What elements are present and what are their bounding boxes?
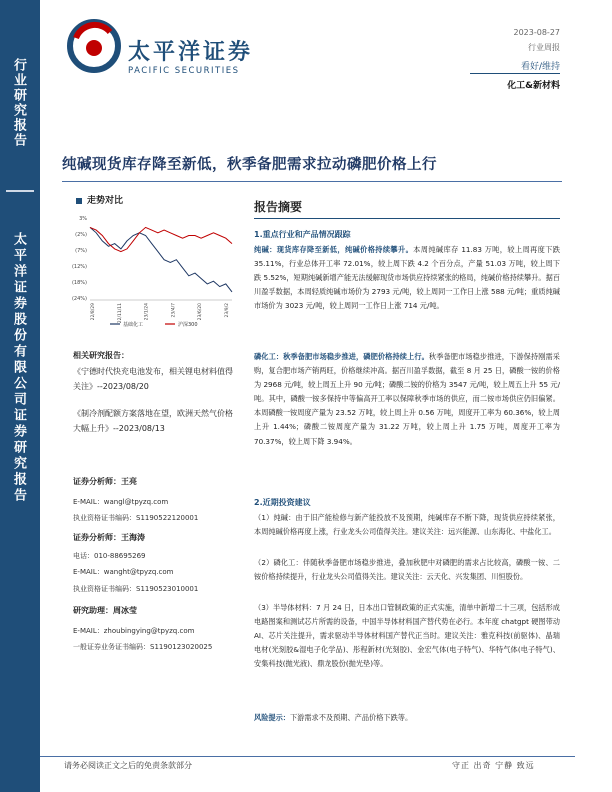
analyst-license: 执业资格证书编码：S1190522120001 [73, 514, 199, 522]
risk-lead: 风险提示： [254, 713, 290, 722]
disclaimer-note: 请务必阅读正文之后的免责条款部分 [64, 761, 192, 770]
analyst-phone: 电话：010-88695269 [73, 551, 146, 560]
summary-underline [254, 218, 560, 219]
left-sidebar-band [0, 0, 40, 792]
x-tick-label: 23/9/2 [225, 303, 230, 318]
related-report-link[interactable]: 《宁德时代快充电池发布，相关锂电材料值得关注》--2023/08/20 [73, 367, 233, 391]
analyst-2 [73, 532, 243, 595]
square-bullet-icon [76, 198, 82, 204]
trend-chart [66, 210, 238, 330]
analyst-email[interactable]: E-MAIL：wangl@tpyzq.com [73, 497, 169, 506]
analyst-3 [73, 605, 245, 654]
risk-warning [254, 711, 560, 725]
analyst-email[interactable]: E-MAIL：wanght@tpyzq.com [73, 568, 174, 576]
x-tick-label: 23/6/20 [198, 303, 204, 321]
trend-heading [76, 193, 123, 206]
y-tick-label: (2%) [75, 232, 87, 238]
x-tick-label: 23/1/24 [144, 303, 150, 321]
section-heading-2: 2.近期投资建议 [254, 498, 311, 507]
section-heading-1: 1.重点行业和产品情况跟踪 [254, 230, 351, 239]
summary-title: 报告摘要 [254, 200, 303, 214]
header-divider [470, 73, 560, 74]
y-tick-label: (24%) [71, 296, 87, 302]
y-tick-label: (12%) [71, 264, 87, 270]
analyst-email[interactable]: E-MAIL：zhoubingying@tpyzq.com [73, 626, 195, 635]
analyst-title: 证券分析师：王亮 [73, 477, 137, 486]
x-tick-label: 22/8/29 [91, 303, 96, 321]
footer-divider [40, 756, 575, 757]
industry-label: 化工&新材料 [507, 81, 560, 91]
paragraph-lead: 纯碱：现货库存降至新低，纯碱价格持续攀升。 [254, 245, 414, 254]
paragraph-advice-2: （2）磷化工：伴随秋季备肥市场稳步推进，叠加秋肥中对磷肥的需求占比较高，磷酸一铵、二铵价格持续提升，行业龙头公司值得关注。建议关注：云天化、兴发集团、川恒股份。 [254, 558, 560, 582]
analyst-license: 一般证券业务证书编码：S1190123020025 [73, 643, 213, 651]
paragraph-soda-ash [254, 243, 560, 313]
risk-body: 下游需求不及预期、产品价格下跌等。 [289, 713, 413, 722]
sidebar-divider [6, 190, 34, 192]
report-title: 纯碱现货库存降至新低，秋季备肥需求拉动磷肥价格上行 [62, 156, 437, 173]
analyst-title: 研究助理：周冰莹 [73, 606, 137, 615]
title-underline [62, 181, 562, 182]
analyst-license: 执业资格证书编码：S1190523010001 [73, 584, 199, 593]
y-tick-label: 3% [79, 216, 87, 222]
series-line [90, 227, 232, 292]
x-tick-label: 22/11/11 [117, 303, 123, 324]
y-tick-label: (18%) [71, 280, 87, 286]
logo-chinese-name: 太平洋证券 [128, 40, 254, 65]
paragraph-phosphate [254, 350, 560, 449]
logo-english-name: PACIFIC SECURITIES [128, 66, 240, 76]
trend-heading-text: 走势对比 [87, 196, 124, 206]
legend-label: 沪深300 [178, 322, 198, 328]
series-line [90, 227, 232, 251]
x-tick-label: 23/4/7 [171, 303, 177, 318]
paragraph-advice-3: （3）半导体材料：7 月 24 日，日本出口管制政策的正式实施，清单中新增二十三项，包括形成电路图案和测试芯片所需的设备，中国半导体材料国产替代势在必行。本年度 chatgpt 硬图带动 AI、芯片关注提升，需求驱动半导体材料国产替代正当时。建议关注：雅克科技(前驱体)、晶瑞电材(光刻胶&湿电子化学品)、彤程新材(光刻胶)、金宏气体(电子特气)、华特气体(电子特气)、安集科技(抛光液)、鼎龙股份(抛光垫)等。 [254, 603, 560, 669]
legend-label: 基础化工 [123, 322, 144, 328]
paragraph-body: 本周纯碱库存 11.83 万吨，较上周再度下跌 35.11%，行业总体开工率 72.01%，较上周下跌 4.2 个百分点，产量 51.03 万吨，较上周下跌 5.52%，短期纯碱新增产能无法缓解现货市场供应持续紧张的格局，纯碱价格持续攀升。据百川盈孚数据，本周轻质纯碱市场价为 2793 元/吨，较上周同一工作日上涨 588 元/吨；重质纯碱市场价为 3023 元/吨，较上周同一工作日上涨 714 元/吨。 [254, 245, 560, 311]
paragraph-advice-1: （1）纯碱：由于旧产能检修与新产能投放不及预期，纯碱库存不断下降，现货供应持续紧张，本周纯碱价格再度上涨，行业龙头公司值得关注。建议关注：远兴能源、山东海化、中盐化工。 [254, 513, 560, 537]
report-date: 2023-08-27 [513, 28, 560, 37]
paragraph-lead: 磷化工：秋季备肥市场稳步推进，磷肥价格持续上行。 [254, 352, 429, 361]
analyst-title: 证券分析师：王海涛 [73, 533, 145, 542]
related-report-link[interactable]: 《制冷剂配额方案落地在望，欧洲天然气价格大幅上升》--2023/08/13 [73, 409, 233, 433]
sidebar-top-label: 行业研究报告 [11, 58, 26, 148]
paragraph-body: 秋季备肥市场稳步推进，下游保持刚需采购，复合肥市场产销两旺，价格继续冲高。据百川盈孚数据，截至 8 月 25 日，磷酸一铵的价格为 2968 元/吨，较上周五上升 90 元/吨；磷酸二铵的价格为 3547 元/吨，较上周五上升 55 元/吨。其中，磷酸一铵多保持中等偏高开工率以保障秋季市场的供应，而二铵市场供应仍旧偏紧。本周磷酸一铵周度产量为 23.52 万吨，较上周上升 0.56 万吨，周度开工率为 60.36%，较上周上升 1.44%；磷酸二铵周度产量为 31.22 万吨，较上周上升 1.75 万吨，周度开工率为 70.37%，较上周下降 3.94%。 [254, 352, 560, 446]
company-logo-icon [66, 18, 122, 74]
sidebar-bottom-label: 太平洋证券股份有限公司证券研究报告 [11, 232, 26, 504]
analyst-1 [73, 476, 243, 525]
company-motto: 守正 出奇 宁静 致远 [452, 761, 535, 770]
y-tick-label: (7%) [75, 248, 87, 254]
related-heading: 相关研究报告： [73, 351, 129, 360]
report-type: 行业周报 [528, 43, 560, 52]
rating: 看好/维持 [520, 62, 560, 72]
